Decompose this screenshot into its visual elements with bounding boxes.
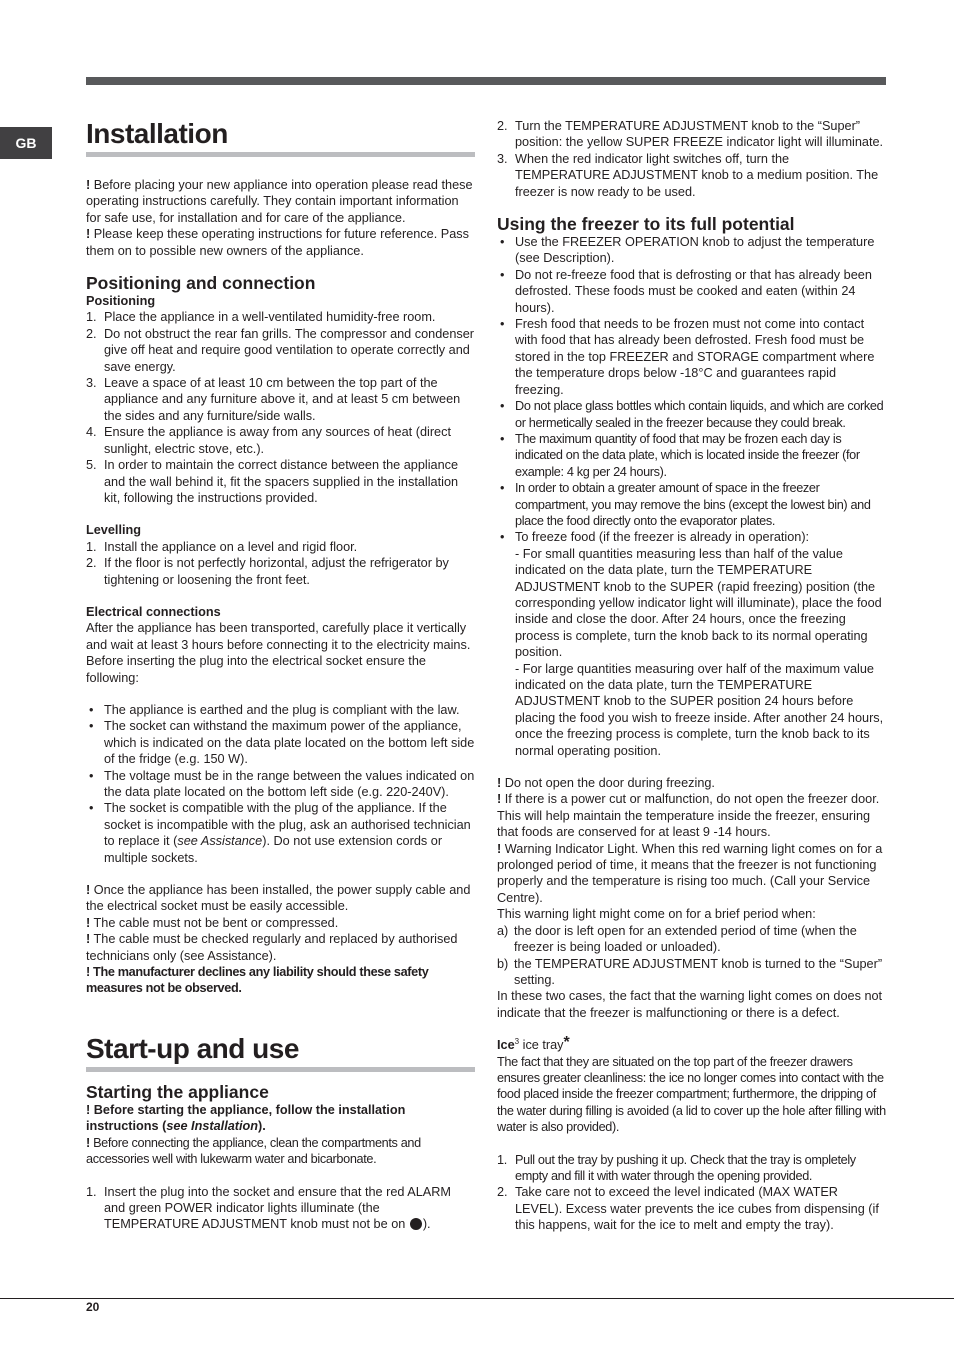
list-item: 1. Pull out the tray by pushing it up. Check that the tray is ompletely empty and fill it with water through the opening provided. [497,1152,856,1183]
starting-steps-continued [497,118,887,200]
levelling-list [86,539,475,588]
positioning-connection-heading: Positioning and connection [86,273,316,294]
list-item: • The appliance is earthed and the plug is compliant with the law. [89,702,460,717]
freeze-large-quantities: - For large quantities measuring over half of the maximum value indicated on the data plate, turn the TEMPERATURE ADJUSTMENT knob to the SUPER position 24 hours before placing the food you wish to freeze inside. After another 24 hours, once the freezing process is complete, turn the knob back to its normal operating position. [515,661,884,758]
list-item: 3. When the red indicator light switches off, turn the TEMPERATURE ADJUSTMENT knob to a medium position. The freezer is now ready to be used. [497,151,879,199]
freezer-note-1: ! Do not open the door during freezing. [497,776,715,791]
list-item: • In order to obtain a greater amount of space in the freezer compartment, you may remove the bins (except the lowest bin) and place the food directly onto the evaporator plates. [500,481,871,528]
ice-tray-text: The fact that they are situated on the top part of the freezer drawers ensures greater cleanliness: the ice no longer comes into contact with the food placed inside the freezer compartment; furthermore, the dripping of the water during filling is avoided (a lid to cover up the hole after filling with water is also provided). [497,1054,886,1135]
electrical-note-3: ! The cable must be checked regularly and replaced by authorised technicians only (see Assistance). [86,932,458,963]
knob-off-icon [410,1218,422,1230]
levelling-heading: Levelling [86,523,141,538]
list-item: • The maximum quantity of food that may be frozen each day is indicated on the data plate, which is located inside the freezer (for example: 4 kg per 24 hours). [500,431,860,479]
page-number: 20 [86,1300,100,1314]
electrical-intro: After the appliance has been transported, carefully place it vertically and wait at least 3 hours before connecting it to the electricity mains. Before inserting the plug into the electrical socket ensure the following: [86,621,471,685]
list-item: 2. Take care not to exceed the level indicated (MAX WATER LEVEL). Excess water prevents the ice cubes from dispensing (if this happens, wait for the ice to melt and empty the tray). [497,1185,879,1233]
list-item: • The socket is compatible with the plug of the appliance. If the socket is incompatible with the plug, ask an authorised technician to replace it (see Assistance). Do not use extension cords or multiple sockets. [89,801,471,865]
list-item: • The socket can withstand the maximum power of the appliance, which is indicated on the data plate located on the bottom left side of the fridge (e.g. 150 W). [89,719,475,767]
electrical-list [86,702,475,866]
freezer-heading: Using the freezer to its full potential [497,214,795,235]
freezer-note-3: ! Warning Indicator Light. When this red warning light comes on for a prolonged period of time, it means that the freezer is not functioning properly and the temperature is rising too much. (Call your Service Centre). [497,841,883,905]
list-item: 1. Install the appliance on a level and rigid floor. [86,539,358,554]
list-item: • Fresh food that needs to be frozen must not come into contact with food that has already been defrosted. Fresh food must be stored in the top FREEZER and STORAGE compartment where the temperature drops below -18°C and guarantees rapid freezing. [500,317,875,397]
liability-warning: ! The manufacturer declines any liability should these safety measures not be observed. [86,965,429,996]
electrical-note-1: ! Once the appliance has been installed, the power supply cable and the electrical socket must be easily accessible. [86,883,471,914]
list-item: • Do not place glass bottles which contain liquids, and which are corked or hermetically sealed in the freezer because they could break. [500,399,884,430]
positioning-list [86,309,475,506]
left-column [86,118,475,1233]
intro-note-2: ! Please keep these operating instructions for future reference. Pass them on to possible new owners of the appliance. [86,227,469,258]
positioning-heading: Positioning [86,294,156,309]
right-column [497,118,887,1234]
ice-tray-heading: Ice$^3$ ice tray* [497,1034,570,1053]
freeze-small-quantities: - For small quantities measuring less than half of the value indicated on the data plate, turn the TEMPERATURE ADJUSTMENT knob to the SUPER (rapid freezing) position (the corresponding yellow indicator light will illuminate), place the food inside and close the door. After 24 hours, once the freezing process is complete, turn the knob back to its normal operating position. [515,546,882,660]
list-item: 2. If the floor is not perfectly horizontal, adjust the refrigerator by tightening or loosening the front feet. [86,556,449,587]
list-item: • Use the FREEZER OPERATION knob to adjust the temperature (see Description). [500,235,875,266]
footer-rule [0,1298,954,1299]
list-item: 3. Leave a space of at least 10 cm between the top part of the appliance and any furniture above it, and at least 5 cm between the sides and any furniture/side walls. [86,376,461,423]
list-item: 2. Do not obstruct the rear fan grills. The compressor and condenser give off heat and require good ventilation to operate correctly and save energy. [86,326,475,374]
electrical-note-2: ! The cable must not be bent or compressed. [86,915,339,930]
installation-title: Installation [86,118,475,157]
starting-steps [86,1184,475,1233]
ice-tray-steps [497,1152,887,1234]
list-item: 4. Ensure the appliance is away from any sources of heat (direct sunlight, electric stove, etc.). [86,425,451,456]
list-item: 1. Insert the plug into the socket and ensure that the red ALARM and green POWER indicator lights illuminate (the TEMPERATURE ADJUSTMENT knob must not be on ). [86,1184,452,1232]
list-item: • The voltage must be in the range between the values indicated on the data plate located on the bottom left side (e.g. 220-240V). [89,768,475,799]
list-item: • Do not re-freeze food that is defrosting or that has already been defrosted. These foods must be cooked and eaten (within 24 hours). [500,267,872,315]
list-item: a) the door is left open for an extended period of time (when the freezer is being loaded or unloaded). [497,923,857,955]
language-tab: GB [0,127,52,159]
list-item: b) the TEMPERATURE ADJUSTMENT knob is turned to the “Super” setting. [497,956,883,987]
freezer-list [497,234,887,759]
startup-title: Start-up and use [86,1033,475,1072]
freezer-note-2: ! If there is a power cut or malfunction, do not open the freezer door. This will help maintain the temperature inside the freezer, ensuring that foods are conserved for at least 9 -14 hours. [497,792,880,840]
warning-conditions [497,923,887,989]
starting-heading: Starting the appliance [86,1081,269,1102]
warning-intro: This warning light might come on for a brief period when: [497,907,816,922]
electrical-heading: Electrical connections [86,604,221,619]
list-item: • To freeze food (if the freezer is already in operation): - For small quantities measuring less than half of the value indicated on the data plate, turn the TEMPERATURE ADJUSTMENT knob to the SUPER (rapid freezing) position (the corresponding yellow indicator light will illuminate), place the food inside and close the door. After 24 hours, once the freezing process is complete, turn the knob back to its normal operating position. - For large quantities measuring over half of the maximum value indicated on the data plate, turn the TEMPERATURE ADJUSTMENT knob to the SUPER position 24 hours before placing the food you wish to freeze inside. After another 24 hours, once the freezing process is complete, turn the knob back to its normal operating position. [497,529,887,759]
starting-bold-note: ! Before starting the appliance, follow the installation instructions (see Installation). [86,1102,406,1134]
list-item: 2. Turn the TEMPERATURE ADJUSTMENT knob to the “Super” position: the yellow SUPER FREEZE indicator light will illuminate. [497,119,884,150]
list-item: 1. Place the appliance in a well-ventilated humidity-free room. [86,310,436,325]
list-item: 5. In order to maintain the correct distance between the appliance and the wall behind it, fit the spacers supplied in the installation kit, following the instructions provided. [86,458,459,505]
top-rule [86,77,886,85]
starting-note: ! Before connecting the appliance, clean the compartments and accessories well with lukewarm water and bicarbonate. [86,1135,421,1167]
warning-outro: In these two cases, the fact that the warning light comes on does not indicate that the freezer is malfunctioning or there is a defect. [497,989,883,1020]
intro-note-1: ! Before placing your new appliance into operation please read these operating instructions carefully. They contain important information for safe use, for installation and for care of the appliance. [86,178,473,225]
